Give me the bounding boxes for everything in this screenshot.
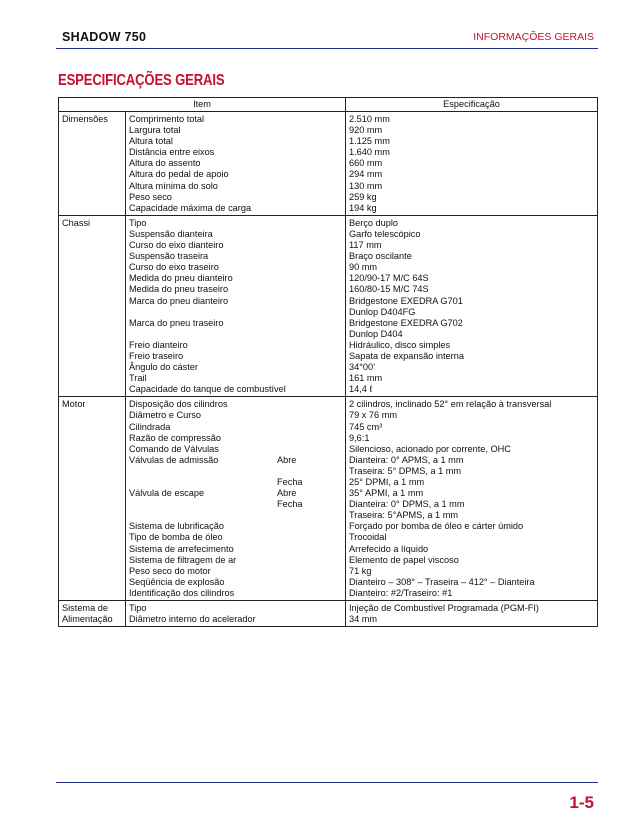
item-name: Freio traseiro [129,350,184,361]
section-specs [346,601,598,627]
table-section [59,112,598,216]
item-name: Trail [129,373,147,384]
item-name: Altura do pedal de apoio [129,169,229,180]
item-name: Comando de Válvulas [129,443,219,454]
spec-item [129,114,345,125]
item-qualifier: Fecha [277,499,303,510]
spec-item [129,521,345,532]
item-qualifier [277,577,345,588]
page-number: 1-5 [569,793,594,812]
item-qualifier [277,203,345,214]
footer-rule [56,782,598,783]
spec-value: Dianteiro – 308° – Traseira – 412° – Dianteira [349,576,535,587]
spec-item [129,362,345,373]
item-name: Identificação dos cilindros [129,587,235,598]
spec-item [129,373,345,384]
item-name: Distância entre eixos [129,147,215,158]
item-qualifier [277,147,345,158]
item-name: Ângulo do cáster [129,362,198,373]
item-qualifier [277,614,345,625]
item-qualifier [277,340,345,351]
spec-value: 34 mm [349,614,378,625]
spec-value: Dianteiro: #2/Traseiro: #1 [349,587,453,598]
item-name: Suspensão traseira [129,251,209,262]
category-label: Motor [62,399,86,410]
item-name: Diâmetro e Curso [129,410,201,421]
column-header-item: Item [59,98,346,112]
section-items [126,601,346,627]
item-name: Altura do assento [129,158,201,169]
item-qualifier [277,296,345,318]
item-qualifier [277,218,345,229]
spec-value: Silencioso, acionado por corrente, OHC [349,443,511,454]
item-qualifier [277,588,345,599]
item-name: Medida do pneu traseiro [129,284,229,295]
spec-value: 1.640 mm [349,147,390,158]
spec-item [129,240,345,251]
spec-value: Elemento de papel viscoso [349,554,459,565]
spec-item [129,296,345,318]
spec-item [129,136,345,147]
spec-value: Bridgestone EXEDRA G701 [349,295,463,306]
section-items [126,397,346,601]
item-qualifier: Abre [277,488,297,499]
specifications-table [58,97,598,627]
item-name: Disposição dos cilindros [129,399,228,410]
spec-value: Arrefecido a líquido [349,543,429,554]
item-name: Sistema de arrefecimento [129,543,234,554]
item-qualifier [277,125,345,136]
header-rule [56,48,598,49]
item-name: Largura total [129,125,181,136]
spec-item [129,147,345,158]
item-qualifier [277,521,345,532]
item-qualifier: Fecha [277,477,303,487]
section-items [126,112,346,216]
category-label: Alimentação [62,614,113,625]
section-specs [346,215,598,397]
spec-item [129,532,345,543]
item-qualifier [277,399,345,410]
spec-value: Sapata de expansão interna [349,350,464,361]
item-qualifier [277,158,345,169]
item-qualifier [277,284,345,295]
spec-item [129,566,345,577]
spec-value: 294 mm [349,169,383,180]
section-items [126,215,346,397]
table-section [59,215,598,397]
item-qualifier [277,444,345,455]
spec-value: 79 x 76 mm [349,410,397,421]
item-qualifier [277,181,345,192]
spec-value: 160/80-15 M/C 74S [349,284,429,295]
item-qualifier [277,433,345,444]
spec-value: 130 mm [349,180,383,191]
item-qualifier [277,114,345,125]
spec-item [129,477,345,488]
spec-item [129,488,345,499]
item-qualifier [277,262,345,273]
spec-item [129,284,345,295]
item-name: Sistema de lubrificação [129,521,224,532]
item-name: Freio dianteiro [129,339,188,350]
item-qualifier [277,384,345,395]
section-name: INFORMAÇÕES GERAIS [473,31,594,43]
item-name: Marca do pneu dianteiro [129,295,229,306]
spec-item [129,422,345,433]
item-name: Marca do pneu traseiro [129,317,224,328]
section-category [59,215,126,397]
spec-value: 2 cilindros, inclinado 52° em relação à transversal [349,399,552,410]
spec-item [129,444,345,455]
item-qualifier [277,544,345,555]
item-name: Cilindrada [129,421,171,432]
spec-value: 745 cm³ [349,421,383,432]
spec-item [129,577,345,588]
spec-value: Dianteira: 0° APMS, a 1 mm [349,454,464,465]
spec-item [129,251,345,262]
spec-value: Dunlop D404FG [349,306,416,317]
item-name [129,499,277,521]
item-name: Medida do pneu dianteiro [129,273,233,284]
item-qualifier [277,169,345,180]
section-category [59,601,126,627]
spec-value: Bridgestone EXEDRA G702 [349,317,463,328]
item-qualifier [277,362,345,373]
spec-value: 161 mm [349,373,383,384]
spec-item [129,273,345,284]
item-name: Razão de compressão [129,432,221,443]
spec-item [129,203,345,214]
table-section [59,601,598,627]
item-qualifier [277,318,345,340]
spec-value: 35° APMI, a 1 mm [349,488,424,499]
section-category [59,112,126,216]
item-qualifier [277,603,345,614]
item-qualifier [277,251,345,262]
spec-value: Trocoidal [349,532,387,543]
item-name: Válvulas de admissão [129,454,219,465]
spec-value: 259 kg [349,191,377,202]
item-name: Tipo [129,217,147,228]
spec-value: 194 kg [349,202,377,213]
spec-value: Garfo telescópico [349,228,421,239]
spec-item [129,499,345,521]
item-name: Comprimento total [129,114,205,124]
spec-value: 25° DPMI, a 1 mm [349,477,425,487]
item-qualifier [277,566,345,577]
spec-item [129,614,345,625]
spec-value: Hidráulico, disco simples [349,339,451,350]
item-name: Tipo [129,603,147,614]
category-label: Chassi [62,217,91,228]
spec-item [129,544,345,555]
spec-item [129,192,345,203]
model-name: SHADOW 750 [62,30,147,44]
item-qualifier [277,422,345,433]
spec-item [129,340,345,351]
item-name: Curso do eixo traseiro [129,262,219,273]
spec-item [129,410,345,421]
section-specs [346,112,598,216]
spec-value: Dianteira: 0° DPMS, a 1 mm [349,499,465,510]
spec-item [129,318,345,340]
spec-item [129,455,345,477]
spec-value: 660 mm [349,158,383,169]
item-qualifier [277,373,345,384]
item-name: Curso do eixo dianteiro [129,240,224,251]
spec-item [129,555,345,566]
spec-item [129,588,345,599]
spec-value: 14,4 ℓ [349,384,373,395]
item-name: Diâmetro interno do acelerador [129,614,256,625]
spec-item [129,603,345,614]
spec-item [129,384,345,395]
item-qualifier [277,555,345,566]
spec-item [129,351,345,362]
spec-value: Braço oscilante [349,251,412,262]
item-name: Capacidade do tanque de combustível [129,384,286,395]
item-name: Capacidade máxima de carga [129,202,252,213]
spec-item [129,262,345,273]
spec-item [129,433,345,444]
item-name: Válvula de escape [129,488,205,499]
spec-item [129,181,345,192]
item-name: Peso seco [129,191,172,202]
spec-value: Forçado por bomba de óleo e cárter úmido [349,521,524,532]
category-label: Sistema de [62,603,108,614]
item-qualifier [277,273,345,284]
item-name: Altura total [129,136,173,147]
spec-value: 117 mm [349,240,382,251]
section-category [59,397,126,601]
page-title: ESPECIFICAÇÕES GERAIS [58,72,225,89]
spec-item [129,169,345,180]
item-name: Altura mínima do solo [129,180,218,191]
item-qualifier [277,240,345,251]
table-section [59,397,598,601]
spec-item [129,158,345,169]
item-name: Suspensão dianteira [129,228,213,239]
item-qualifier [277,532,345,543]
item-name: Sistema de filtragem de ar [129,554,237,565]
spec-value: Traseira: 5°APMS, a 1 mm [349,510,459,521]
column-header-spec: Especificação [346,98,598,112]
category-label: Dimensões [62,114,108,124]
spec-item [129,218,345,229]
spec-value: Injeção de Combustível Programada (PGM-FI) [349,603,539,614]
item-name: Seqüência de explosão [129,576,225,587]
item-qualifier [277,192,345,203]
spec-value: Traseira: 5° DPMS, a 1 mm [349,465,462,476]
section-specs [346,397,598,601]
spec-item [129,125,345,136]
spec-value: 120/90-17 M/C 64S [349,273,429,284]
spec-value: 1.125 mm [349,136,390,147]
item-qualifier [277,136,345,147]
item-qualifier [277,351,345,362]
spec-value: 9,6:1 [349,432,370,443]
spec-value: 34°00’ [349,362,376,373]
spec-value: 71 kg [349,565,372,576]
spec-value: Dunlop D404 [349,328,403,339]
spec-value: 2.510 mm [349,114,390,124]
spec-value: 90 mm [349,262,378,273]
spec-item [129,229,345,240]
item-qualifier [277,229,345,240]
spec-value: 920 mm [349,125,383,136]
item-qualifier: Abre [277,454,297,465]
spec-item [129,399,345,410]
item-name [129,477,277,488]
item-name: Peso seco do motor [129,565,211,576]
spec-value: Berço duplo [349,217,399,228]
item-name: Tipo de bomba de óleo [129,532,223,543]
item-qualifier [277,410,345,421]
